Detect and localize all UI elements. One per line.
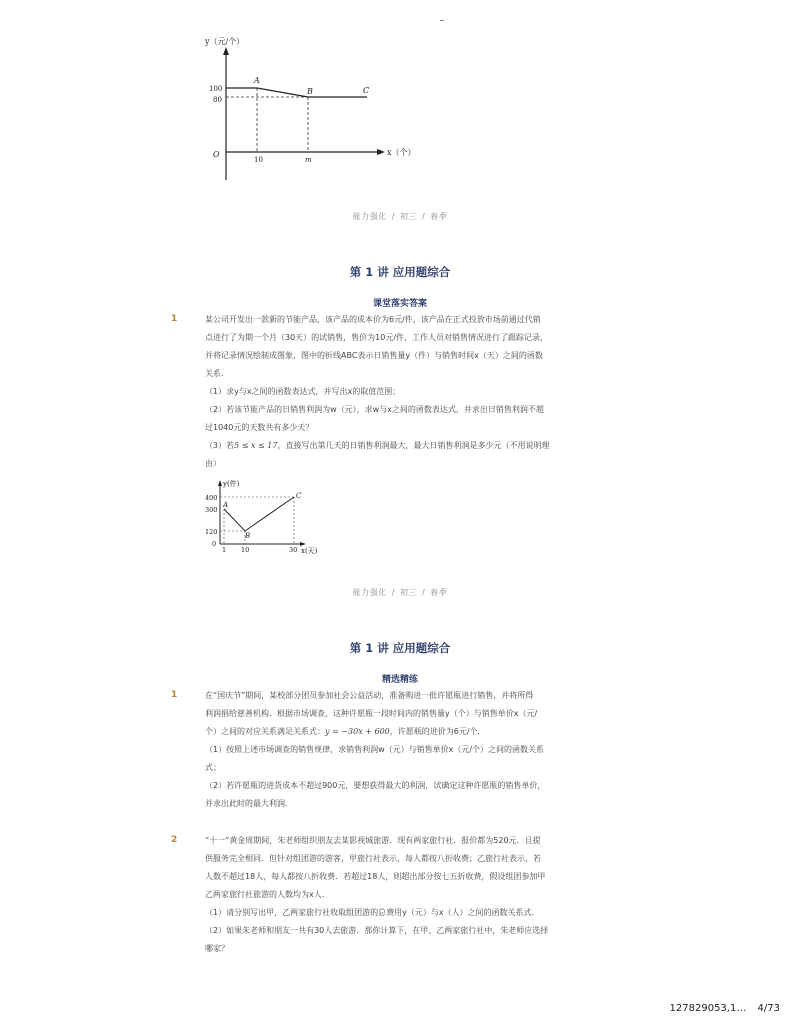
graph-sales-days [200,478,330,560]
breadcrumb-grade: 初三 [400,588,417,597]
breadcrumb-sep: / [391,212,395,221]
breadcrumb [0,211,800,222]
tick-0: 0 [212,540,217,548]
sub-question: （2）若许愿瓶的进货成本不超过900元，要想获得最大的利润，试确定这种许愿瓶的销售单价， [205,781,546,790]
sub-question: 式； [205,763,221,772]
question-body [205,687,561,813]
sub-question: （1）求y与x之间的函数表达式，并写出x的取值范围； [205,387,401,396]
point-b: B [307,87,313,96]
sub-question: （3）若5 ≤ x ≤ 17，直接写出第几天的日销售利润最大，最大日销售利润是多少元（不用说明理 [205,441,550,450]
tick-300: 300 [205,506,218,514]
y-axis-label: y（元/个） [205,37,245,46]
question-line: 乙两家旅行社旅游的人数均为x人． [205,890,330,899]
x-axis-label: x(天) [301,547,318,555]
y-axis-label: y(件) [223,480,240,488]
section-title: 课堂落实答案 [372,299,427,309]
question-number: 1 [171,314,178,324]
question-line: 在“国庆节”期间，某校部分团员参加社会公益活动，准备购进一批许愿瓶进行销售，并将所得 [205,691,534,700]
tick-30: 30 [289,546,298,554]
question-line: 关系． [205,369,229,378]
point-c: C [363,86,370,95]
point-a: A [254,76,260,85]
point-c: C [296,492,302,500]
breadcrumb-grade: 初三 [400,212,417,221]
question-body [205,311,561,473]
tick-m: m [305,156,312,164]
tick-10: 10 [254,156,263,164]
point-a: A [223,501,229,509]
question-line: 人数不超过18人，每人都按八折收费．若超过18人，则超出部分按七五折收费，假设组团参加甲 [205,872,546,881]
breadcrumb-term: 春季 [430,588,448,597]
question-line: 某公司开发出一款新的节能产品，该产品的成本价为6元/件，该产品在正式投放市场前通过代销 [205,315,541,324]
x-axis-label: x（个） [387,148,416,157]
x-axis-arrow [300,542,306,546]
question-line: 并将记录情况绘制成图象，图中的折线ABC表示日销售量y（件）与销售时间x（天）之间的函数 [205,351,543,360]
sub-question: （2）如果朱老师和朋友一共有30人去旅游．那你计算下，在甲、乙两家旅行社中，朱老师应选择 [205,926,549,935]
lecture-title: 第 1 讲 应用题综合 [349,641,451,655]
question-line: 供服务完全相同．但针对组团游的游客，甲旅行社表示，每人都按八折收费；乙旅行社表示，若 [205,854,541,863]
tick-100: 100 [209,85,223,93]
sub-question: （1）请分别写出甲，乙两家旅行社收取组团游的总费用y（元）与x（人）之间的函数关系式． [205,908,540,917]
sub-question: 由） [205,459,221,468]
sales-line [224,497,294,531]
graph-price-quantity [195,32,420,182]
breadcrumb [0,587,800,598]
tick-10: 10 [241,546,250,554]
tick-120: 120 [205,528,218,536]
point-b: B [245,532,251,540]
sub-question: （1）按照上述市场调查的销售规律，求销售利润w（元）与销售单价x（元/个）之间的函数关系 [205,745,545,754]
document-id: 127829053,1… [669,1003,747,1014]
breadcrumb-sep: / [422,588,426,597]
top-mark [440,20,444,21]
y-axis-arrow [218,480,222,486]
section-title: 精选精练 [381,675,418,685]
sub-question: 并求出此时的最大利润． [205,799,293,808]
question-line: 个）之间的对应关系满足关系式：y = −30x + 600，许愿瓶的进价为6元/个． [205,727,486,736]
question-number: 1 [171,690,178,700]
breadcrumb-sep: / [391,588,395,597]
tick-1: 1 [222,546,227,554]
question-number: 2 [171,835,178,845]
page-number: 4/73 [757,1003,780,1014]
page-indicator [670,1003,780,1014]
x-axis-arrow [377,149,385,155]
lecture-title: 第 1 讲 应用题综合 [349,265,451,279]
tick-400: 400 [205,494,218,502]
breadcrumb-sep: / [422,212,426,221]
breadcrumb-subject: 能力强化 [352,588,387,597]
question-body [205,832,561,958]
breadcrumb-term: 春季 [430,212,448,221]
sub-question: 过1040元的天数共有多少天？ [205,423,314,432]
origin-label: O [213,150,220,159]
price-line [226,86,370,97]
tick-80: 80 [213,96,222,104]
sub-question: （2）若该节能产品的日销售利润为w（元），求w与x之间的函数表达式，并求出日销售利润不超 [205,405,544,414]
question-line: 利润捐给慈善机构．根据市场调查，这种许愿瓶一段时间内的销售量y（个）与销售单价x（元/ [205,709,538,718]
question-line: 点进行了为期一个月（30天）的试销售，售价为10元/件，工作人员对销售情况进行了跟踪记录， [205,333,549,342]
question-line: “十一”黄金周期间，朱老师组织朋友去某影视城旅游．现有两家旅行社．报价都为520元．且提 [205,836,541,845]
sub-question: 哪家？ [205,944,229,953]
breadcrumb-subject: 能力强化 [352,212,387,221]
y-axis-arrow [223,47,229,55]
